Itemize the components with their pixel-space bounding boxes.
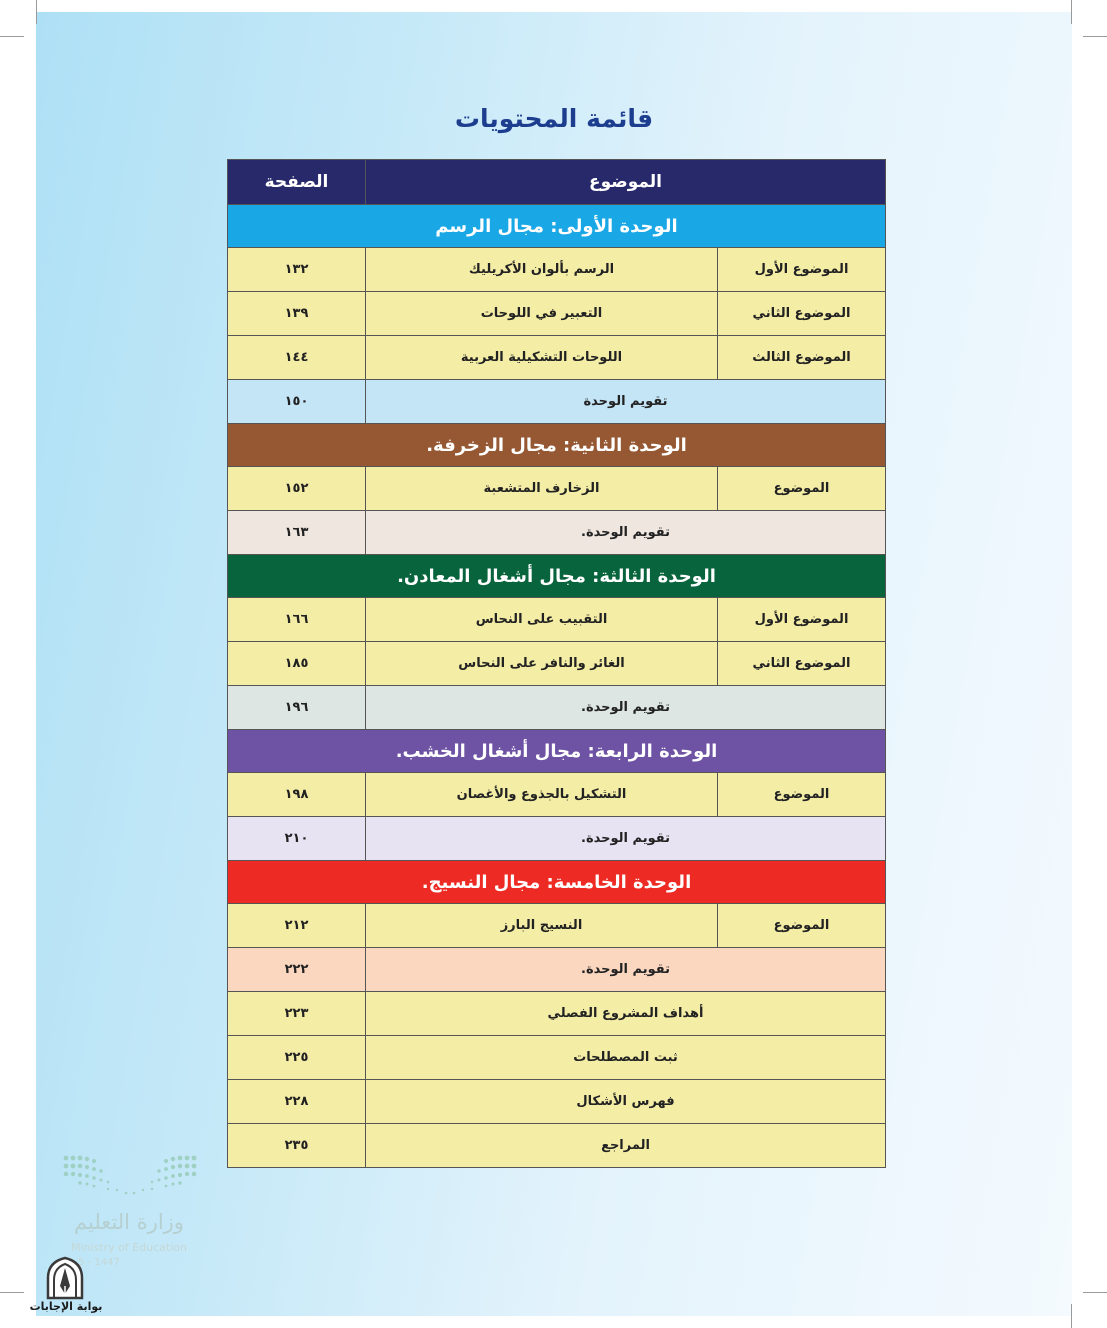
crop-mark: [0, 36, 24, 37]
topic-number-label: الموضوع: [718, 904, 886, 948]
topic-number-label: الموضوع الأول: [718, 248, 886, 292]
topic-title: الزخارف المتشعبة: [366, 467, 718, 511]
unit-header-row: [228, 424, 886, 467]
page-number: ١٥٠: [228, 380, 366, 424]
page-number: ٢٣٥: [228, 1124, 366, 1168]
evaluation-title: تقويم الوحدة.: [366, 686, 886, 730]
unit-header-row: [228, 861, 886, 904]
ministry-arabic-name: وزارة التعليم: [74, 1210, 184, 1234]
evaluation-title: تقويم الوحدة.: [366, 948, 886, 992]
appendix-title: المراجع: [366, 1124, 886, 1168]
topic-title: الغائر والنافر على النحاس: [366, 642, 718, 686]
appendix-title: أهداف المشروع الفصلي: [366, 992, 886, 1036]
unit-evaluation-row: [228, 380, 886, 424]
unit-evaluation-row: [228, 511, 886, 555]
unit-title: الوحدة الخامسة: مجال النسيج.: [228, 861, 886, 904]
crop-mark: [1071, 1304, 1072, 1328]
table-row: [228, 598, 886, 642]
evaluation-title: تقويم الوحدة: [366, 380, 886, 424]
ministry-logo: [60, 1152, 200, 1196]
topic-title: التشكيل بالجذوع والأغصان: [366, 773, 718, 817]
appendix-title: فهرس الأشكال: [366, 1080, 886, 1124]
page-number: ٢١٠: [228, 817, 366, 861]
topic-number-label: الموضوع: [718, 773, 886, 817]
page-number: ١٥٢: [228, 467, 366, 511]
page-number: ٢٢٥: [228, 1036, 366, 1080]
topic-number-label: الموضوع الثاني: [718, 292, 886, 336]
unit-title: الوحدة الثالثة: مجال أشغال المعادن.: [228, 555, 886, 598]
topic-title: التعبير في اللوحات: [366, 292, 718, 336]
page-number: ١٨٥: [228, 642, 366, 686]
table-row: [228, 642, 886, 686]
crop-mark: [1083, 1292, 1107, 1293]
crop-mark: [36, 0, 37, 24]
table-row: [228, 248, 886, 292]
unit-title: الوحدة الرابعة: مجال أشغال الخشب.: [228, 730, 886, 773]
topic-number-label: الموضوع الثاني: [718, 642, 886, 686]
site-logo-icon: [44, 1256, 86, 1300]
header-page: الصفحة: [228, 160, 366, 205]
page-number: ١٤٤: [228, 336, 366, 380]
unit-header-row: [228, 730, 886, 773]
topic-title: اللوحات التشكيلية العربية: [366, 336, 718, 380]
crop-mark: [0, 1292, 24, 1293]
topic-title: النسيج البارز: [366, 904, 718, 948]
page-number: ١٣٢: [228, 248, 366, 292]
ministry-english-name: Ministry of Education: [70, 1241, 187, 1254]
unit-header-row: [228, 555, 886, 598]
topic-title: الرسم بألوان الأكريليك: [366, 248, 718, 292]
unit-evaluation-row: [228, 948, 886, 992]
appendix-row: [228, 1124, 886, 1168]
unit-header-row: [228, 205, 886, 248]
page-number: ١٦٦: [228, 598, 366, 642]
evaluation-title: تقويم الوحدة.: [366, 511, 886, 555]
table-row: [228, 904, 886, 948]
unit-evaluation-row: [228, 817, 886, 861]
table-row: [228, 336, 886, 380]
page-title: قائمة المحتويات: [454, 104, 654, 133]
page-number: ٢٢٣: [228, 992, 366, 1036]
header-topic: الموضوع: [366, 160, 886, 205]
site-name: بوابة الإجابات: [29, 1300, 103, 1313]
crop-mark: [1083, 36, 1107, 37]
contents-table: [227, 159, 886, 1168]
page-number: ١٦٣: [228, 511, 366, 555]
page-number: ١٩٨: [228, 773, 366, 817]
crop-mark: [1071, 0, 1072, 24]
table-row: [228, 467, 886, 511]
page-number: ١٩٦: [228, 686, 366, 730]
page-number: ٢٢٨: [228, 1080, 366, 1124]
topic-number-label: الموضوع الثالث: [718, 336, 886, 380]
topic-title: التقبيب على النحاس: [366, 598, 718, 642]
appendix-row: [228, 992, 886, 1036]
appendix-title: ثبت المصطلحات: [366, 1036, 886, 1080]
evaluation-title: تقويم الوحدة.: [366, 817, 886, 861]
page-number: ٢٢٢: [228, 948, 366, 992]
topic-number-label: الموضوع: [718, 467, 886, 511]
unit-evaluation-row: [228, 686, 886, 730]
unit-title: الوحدة الأولى: مجال الرسم: [228, 205, 886, 248]
page-number: ١٣٩: [228, 292, 366, 336]
table-row: [228, 773, 886, 817]
table-row: [228, 292, 886, 336]
page-number: ٢١٢: [228, 904, 366, 948]
topic-number-label: الموضوع الأول: [718, 598, 886, 642]
table-header: [228, 160, 886, 205]
appendix-row: [228, 1080, 886, 1124]
unit-title: الوحدة الثانية: مجال الزخرفة.: [228, 424, 886, 467]
edition-year: 5 - 1447: [78, 1257, 120, 1268]
appendix-row: [228, 1036, 886, 1080]
